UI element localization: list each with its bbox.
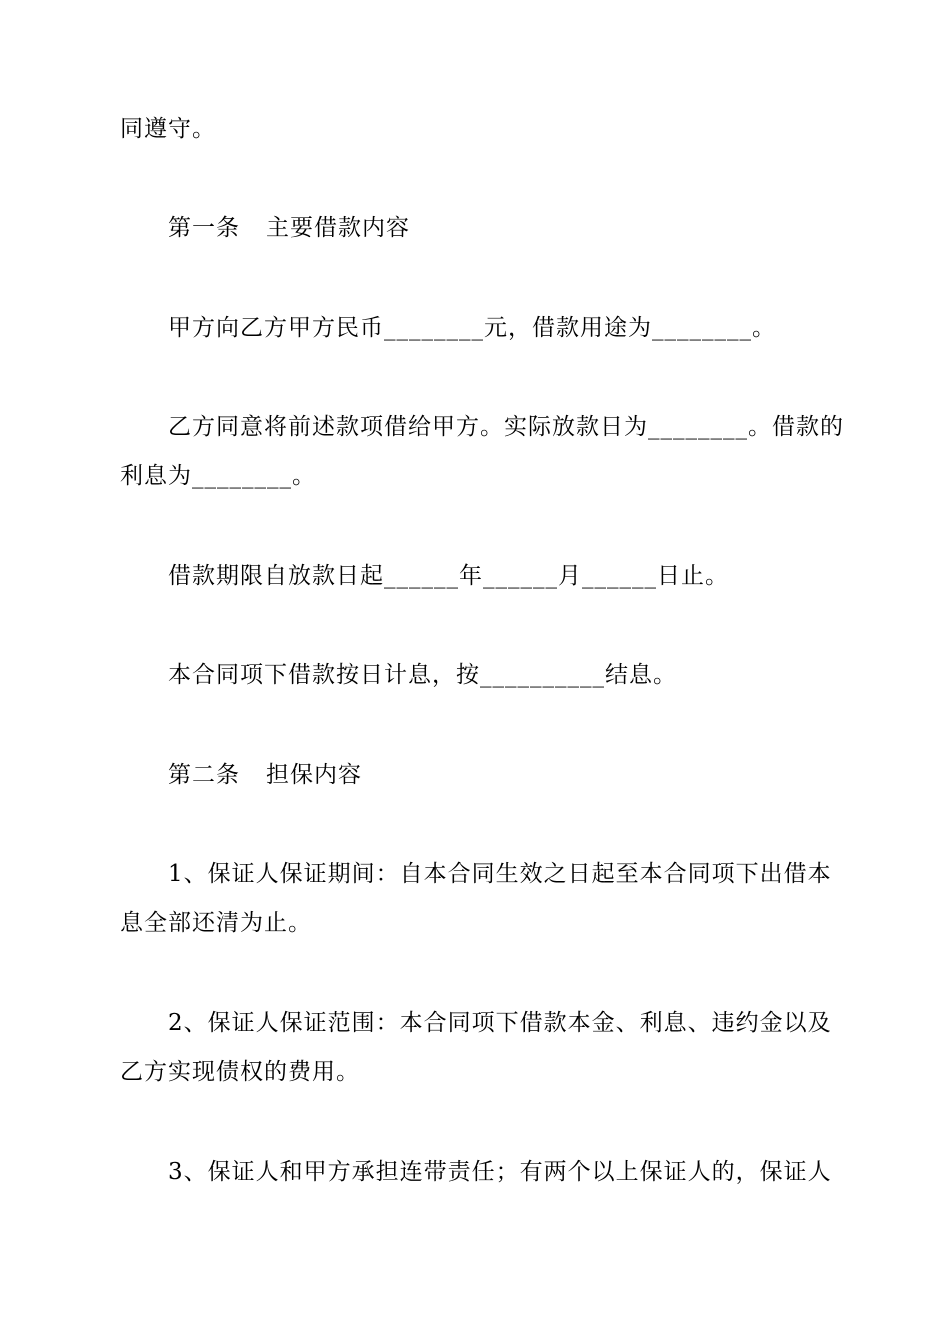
text-line: 乙方实现债权的费用。	[120, 1059, 360, 1085]
text-line: 1、保证人保证期间：自本合同生效之日起至本合同项下出借本	[168, 861, 832, 887]
section-number: 第二条	[168, 762, 240, 788]
section-heading-1	[168, 213, 410, 243]
text-line: 同遵守。	[120, 116, 216, 142]
text-line: 息全部还清为止。	[120, 910, 312, 936]
text-line: 借款期限自放款日起______年______月______日止。	[168, 563, 729, 589]
section-title: 主要借款内容	[266, 215, 410, 241]
text-line: 2、保证人保证范围：本合同项下借款本金、利息、违约金以及	[168, 1010, 832, 1036]
section-heading-2	[168, 760, 362, 790]
section-title: 担保内容	[266, 762, 362, 788]
text-line: 甲方向乙方甲方民币________元，借款用途为________。	[168, 315, 776, 341]
text-line: 乙方同意将前述款项借给甲方。实际放款日为________。借款的	[168, 414, 844, 440]
text-line: 利息为________。	[120, 463, 316, 489]
text-line: 本合同项下借款按日计息，按__________结息。	[168, 662, 677, 688]
text-line: 3、保证人和甲方承担连带责任；有两个以上保证人的，保证人	[168, 1159, 832, 1185]
section-number: 第一条	[168, 215, 240, 241]
